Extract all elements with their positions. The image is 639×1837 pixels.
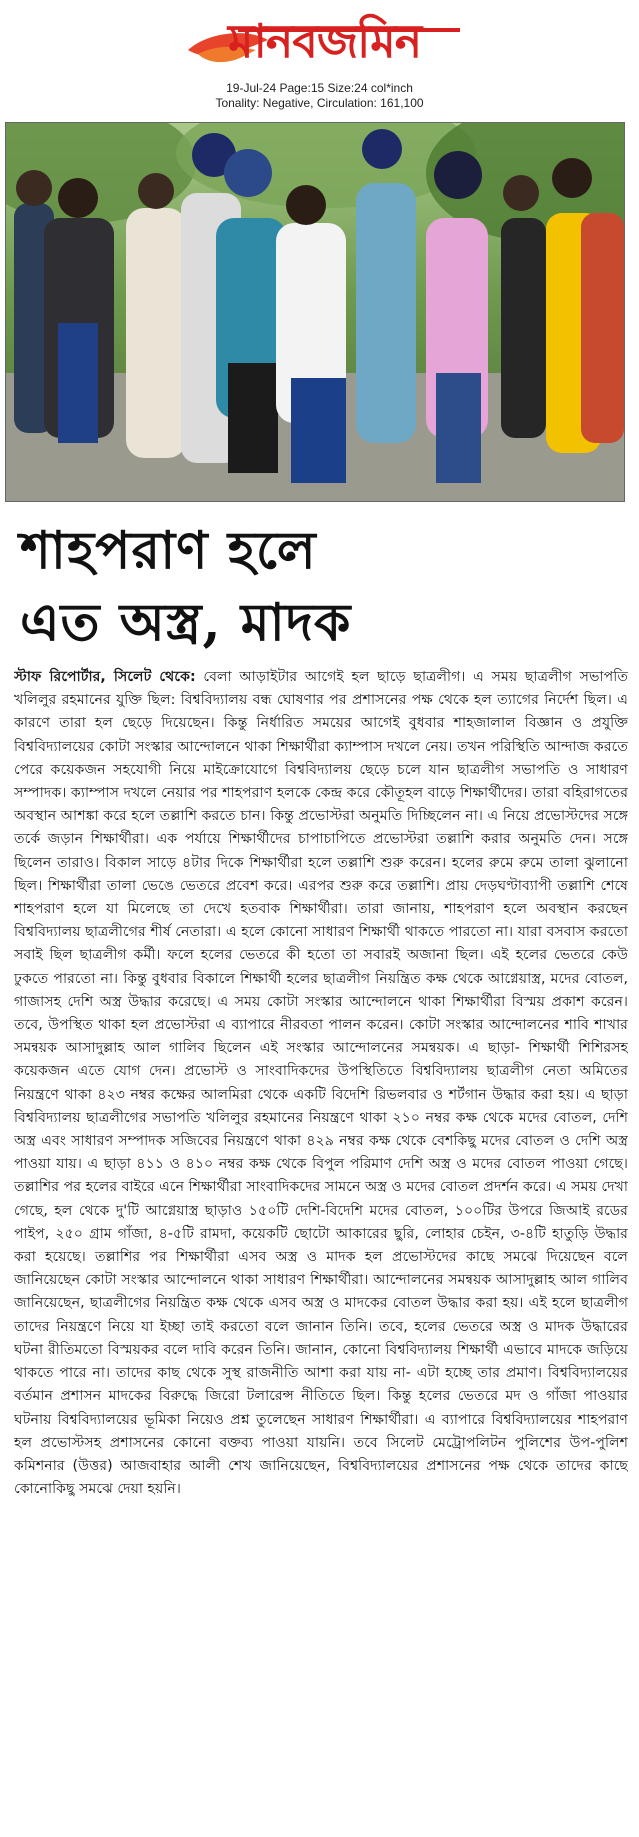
- article-text: বেলা আড়াইটার আগেই হল ছাড়ে ছাত্রলীগ। এ সময় ছাত্রলীগ সভাপতি খলিলুর রহমানের যুক্তি ছিল: বিশ্ববিদ্যালয় বন্ধ ঘোষণার পর প্রশাসনের পক্ষ থেকে হল ত্যাগের নির্দেশ ছিল। এ কারণে তারা হল ছেড়ে দিয়েছেন। কিন্তু নির্ধারিত সময়ের আগেই বুধবার শাহজালাল বিজ্ঞান ও প্রযুক্তি বিশ্ববিদ্যালয়ের কোটা সংস্কার আন্দোলনে থাকা শিক্ষার্থীরা ক্যাম্পাস দখলে নেয়। তখন পরিস্থিতি আন্দাজ করতে পেরে কয়েকজন সহযোগী নিয়ে মাইক্রোযোগে বিশ্ববিদ্যালয় ছেড়ে চলে যান ছাত্রলীগ সভাপতি ও সাধারণ সম্পাদক। ক্যাম্পাস দখলে নেয়ার পর শাহপরাণ হলকে কেন্দ্র করে কৌতূহল বাড়ে শিক্ষার্থীদের। তারা বহিরাগতের অবস্থান আশঙ্কা করে হলে তল্লাশি করতে চান। কিন্তু প্রভোস্টরা অনুমতি দিচ্ছিলেন না। এ নিয়ে প্রভোস্টদের সঙ্গে তর্কে জড়ান শিক্ষার্থীরা। এক পর্যায়ে শিক্ষার্থীদের চাপাচাপিতে প্রভোস্টরা তল্লাশি করার অনুমতি দেন। সঙ্গে ছিলেন তারাও। বিকাল সাড়ে ৪টার দিকে শিক্ষার্থীরা হলে তল্লাশি শুরু করেন। হলের রুমে রুমে তালা ঝুলানো ছিল। শিক্ষার্থীরা তালা ভেঙে ভেতরে প্রবেশ করে। এরপর শুরু করে তল্লাশি। প্রায় দেড়ঘণ্টাব্যাপী তল্লাশি শেষে শাহপরাণ হলে যা মিলেছে তা দেখে হতবাক শিক্ষার্থীরা। তারা জানায়, শাহপরাণ হলে অবস্থান করছেন বিশ্ববিদ্যালয় ছাত্রলীগের শীর্ষ নেতারা। এ হলে কোনো সাধারণ শিক্ষার্থী থাকতে পারতো না। যারা বসবাস করতো সবাই ছিল ছাত্রলীগ কর্মী। ফলে হলের ভেতরে কী হতো তা সবারই অজানা ছিল। এই হলের ভেতরে কেউ ঢুকতে পারতো না। কিন্তু বুধবার বিকালে শিক্ষার্থী হলের ছাত্রলীগ নিয়ন্ত্রিত কক্ষ থেকে আগ্নেয়াস্ত্র, মদের বোতল, গাজাসহ দেশি অস্ত্র উদ্ধার করেছে। এ সময় কোটা সংস্কার আন্দোলনে থাকা শিক্ষার্থীরা বিস্ময় প্রকাশ করেন। তবে, উপস্থিত থাকা হল প্রভোস্টরা এ ব্যাপারে নীরবতা পালন করেন। কোটা সংস্কার আন্দোলনের শাবি শাখার সমন্বয়ক আসাদুল্লাহ আল গালিব ছিলেন এই সংস্কার আন্দোলনের সমন্বয়ক। এ ছাড়া- শিক্ষার্থী শিশিরসহ কয়েকজন এতে যোগ দেন। প্রভোস্ট ও সাংবাদিকদের উপস্থিতিতে বিশ্ববিদ্যালয় ছাত্রলীগ নেতা অমিতের নিয়ন্ত্রণে থাকা ৪২৩ নম্বর কক্ষের আলমিরা থেকে একটি বিদেশি রিভলবার ও শর্টগান উদ্ধার করা হয়। এ ছাড়া বিশ্ববিদ্যালয় ছাত্রলীগের সভাপতি খলিলুর রহমানের নিয়ন্ত্রণে থাকা ২১০ নম্বর কক্ষ থেকে মদের বোতল, দেশি অস্ত্র এবং সাধারণ সম্পাদক সজিবের নিয়ন্ত্রণে থাকা ৪২৯ নম্বর কক্ষ থেকে বেশকিছু মদের বোতল ও দেশি অস্ত্র পাওয়া যায়। এ ছাড়া ৪১১ ও ৪১০ নম্বর কক্ষ থেকে বিপুল পরিমাণ দেশি অস্ত্র ও মদের বোতল পাওয়া গেছে। তল্লাশির পর হলের বাইরে এনে শিক্ষার্থীরা সাংবাদিকদের সামনে অস্ত্র ও মদের বোতল প্রদর্শন করে। এ সময় দেখা গেছে, হল থেকে দু'টি আগ্নেয়াস্ত্র ছাড়াও ১৫০টি দেশি-বিদেশি মদের বোতল, ১০০টির উপরে জিআই রডের পাইপ, ২৫০ গ্রাম গাঁজা, ৪-৫টি রামদা, কয়েকটি ছোটো আকারের ছুরি, লোহার চেইন, ৩-৪টি হাতুড়ি উদ্ধার করা হয়েছে। তল্লাশির পর শিক্ষার্থীরা এসব অস্ত্র ও মাদক হল প্রভোস্টদের কাছে সমঝে দিয়েছেন বলে জানিয়েছেন কোটা সংস্কার আন্দোলনে থাকা সাধারণ শিক্ষার্থীরা। আন্দোলনের সমন্বয়ক আসাদুল্লাহ আল গালিব জানিয়েছেন, ছাত্রলীগের নিয়ন্ত্রিত কক্ষ থেকে এসব অস্ত্র ও মাদকের বোতল উদ্ধার করা হয়। এই হলে ছাত্রলীগ তাদের নিয়ন্ত্রণে নিয়ে যা ইচ্ছা তাই করতো বলে জানান তিনি। তবে, হলের ভেতরে অস্ত্র ও মাদক উদ্ধারের ঘটনা রীতিমতো বিস্ময়কর বলে দাবি করেন তিনি। জানান, কোনো বিশ্ববিদ্যালয় শিক্ষার্থী এভাবে মাদকে জড়িয়ে থাকতে পারে না। তাদের কাছ থেকে সুস্থ রাজনীতি আশা করা যায় না- এটা হচ্ছে তার প্রমাণ। বিশ্ববিদ্যালয়ের বর্তমান প্রশাসন মাদকের বিরুদ্ধে জিরো টলারেন্স নীতিতে ছিল। কিন্তু হলের ভেতরে মদ ও গাঁজা পাওয়ার ঘটনায় বিশ্ববিদ্যালয়ের ভূমিকা নিয়েও প্রশ্ন তুলেছেন সাধারণ শিক্ষার্থীরা। এ ব্যাপারে বিশ্ববিদ্যালয়ের শাহপরাণ হল প্রভোস্টসহ প্রশাসনের কোনো বক্তব্য পাওয়া যায়নি। তবে সিলেট মেট্রোপলিটন পুলিশের উপ-পুলিশ কমিশনার (উত্তর) আজবাহার আলী শেখ জানিয়েছেন, বিশ্ববিদ্যালয়ের প্রশাসনের পক্ষ থেকে তাদের কাছে কোনোকিছু সমঝে দেয়া হয়নি।: [14, 669, 628, 1498]
- clipping-info: 19-Jul-24 Page:15 Size:24 col*inch: [226, 81, 413, 95]
- news-photo-students-with-helmets-icon: [6, 123, 624, 501]
- article-body: [14, 666, 628, 1831]
- headline: [20, 515, 440, 659]
- byline: স্টাফ রিপোর্টার, সিলেট থেকে:: [14, 669, 196, 685]
- headline-line-2: এত অস্ত্র, মাদক: [20, 592, 352, 653]
- masthead: [0, 0, 639, 118]
- tonality-info: Tonality: Negative, Circulation: 161,100: [215, 96, 424, 110]
- headline-line-1: শাহপরাণ হলে: [20, 520, 317, 581]
- newspaper-logo-text: মানবজমিন: [228, 14, 422, 68]
- news-photo: [5, 122, 625, 502]
